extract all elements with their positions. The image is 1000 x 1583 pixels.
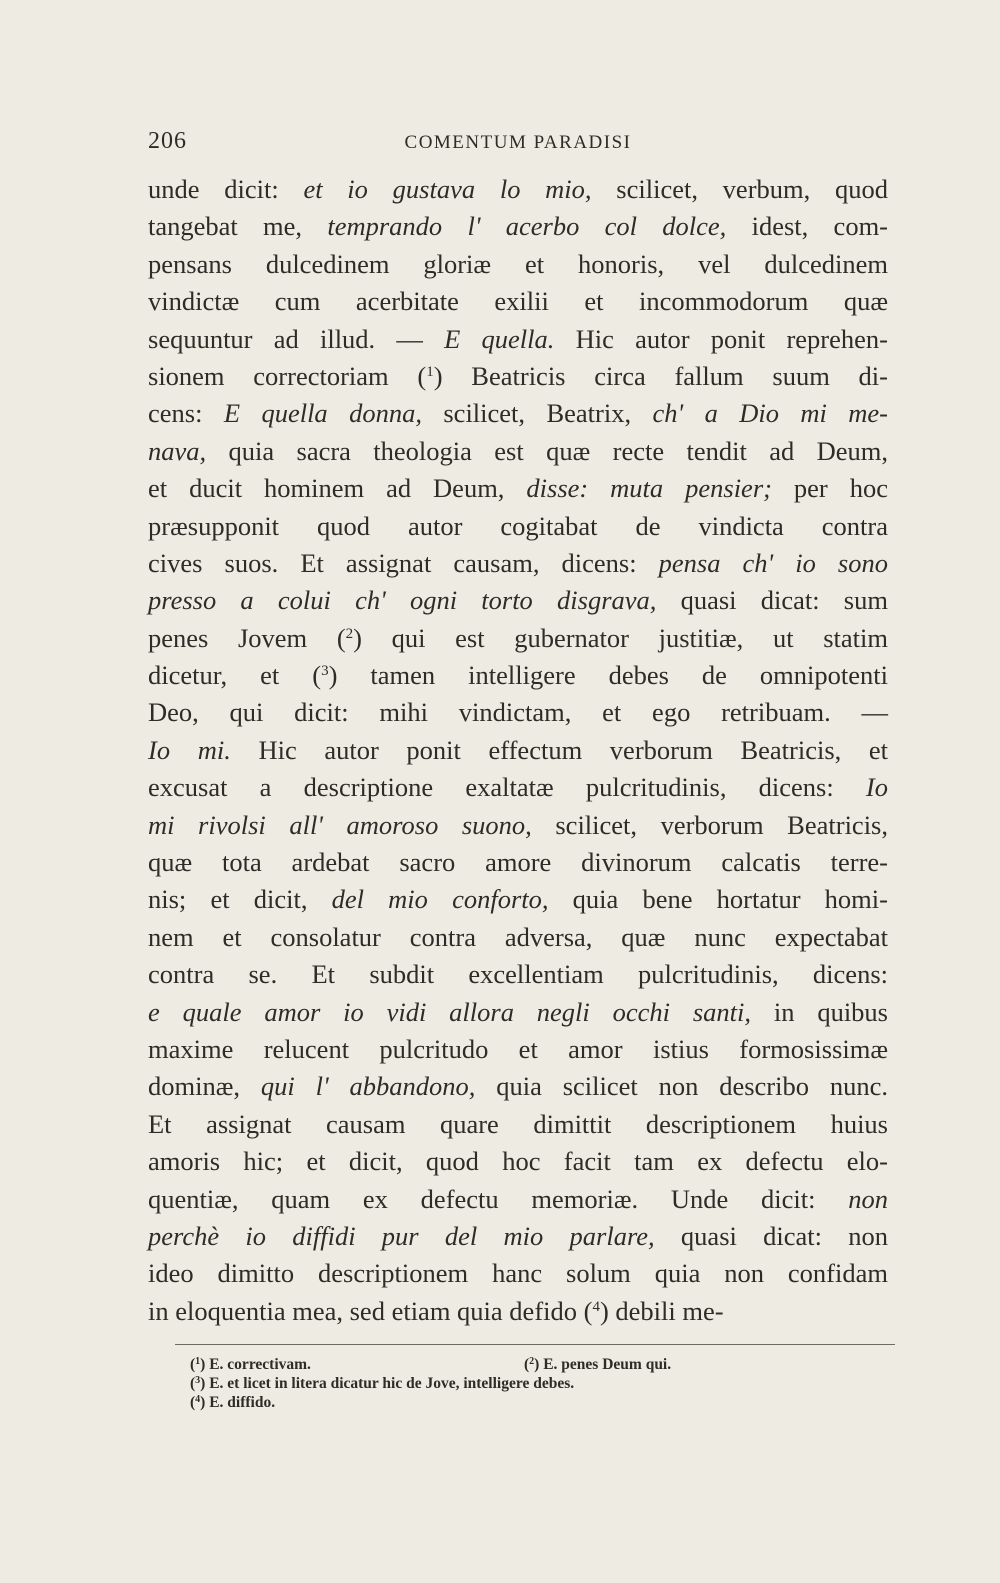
footnote-reference: 1 — [426, 363, 434, 380]
text-run: quasi dicat: non — [654, 1220, 888, 1251]
text-run: nis; et dicit, — [148, 884, 332, 915]
italic-quote: perchè io diffidi pur del mio parlare, — [148, 1220, 655, 1251]
text-run: per hoc — [771, 473, 888, 504]
text-line — [148, 1255, 888, 1292]
text-run: ) Beatricis circa fallum suum di- — [433, 360, 888, 391]
italic-quote: del mio conforto, — [331, 884, 549, 915]
footnote-text: E. diffido. — [205, 1394, 276, 1411]
footnote-2: ($^2$) E. penes Deum qui. — [524, 1356, 672, 1373]
footnote-3: ($^3$) E. et licet in litera dicatur hic de Jove, intelligere debes. — [190, 1375, 575, 1392]
text-run: in quibus — [751, 996, 888, 1027]
text-run: ) qui est gubernator justitiæ, ut statim — [353, 622, 888, 653]
text-run: et ducit hominem ad Deum, — [148, 473, 527, 504]
text-line — [148, 321, 888, 358]
text-line — [148, 1181, 888, 1218]
text-run: scilicet, Beatrix, — [421, 398, 653, 429]
text-run: sionem correctoriam ( — [148, 360, 427, 391]
text-run: Hic autor ponit effectum verborum Beatricis, et — [230, 734, 889, 765]
text-run: tangebat me, — [148, 211, 328, 242]
text-run: dicetur, et ( — [148, 660, 322, 691]
italic-quote: et io gustava lo mio, — [303, 174, 592, 204]
text-run: idest, com- — [726, 211, 889, 242]
text-line — [148, 1143, 888, 1180]
footnote-1: ($^1$) E. correctivam. — [190, 1356, 311, 1373]
text-run: Hic autor ponit reprehen- — [554, 323, 888, 354]
text-run: pensans dulcedinem gloriæ et honoris, vel dulcedinem — [148, 248, 888, 279]
text-line — [148, 994, 888, 1031]
text-line — [148, 657, 888, 694]
italic-quote: ch' a Dio mi me- — [652, 398, 888, 429]
text-run: ) debili me- — [599, 1295, 724, 1326]
body-text — [148, 171, 888, 1330]
text-run: excusat a descriptione exaltatæ pulcritudinis, dicens: — [148, 772, 866, 803]
text-line — [148, 807, 888, 844]
footnote-mark: 4 — [195, 1394, 201, 1405]
italic-quote: pensa ch' io sono — [658, 547, 888, 578]
footnote-4: ($^4$) E. diffido. — [190, 1394, 276, 1411]
text-line — [148, 1293, 888, 1330]
running-title: COMENTUM PARADISI — [404, 132, 632, 153]
italic-quote: Io — [865, 772, 888, 803]
italic-quote: disse: muta pensier; — [526, 473, 772, 504]
text-line — [148, 171, 888, 208]
text-line — [148, 508, 888, 545]
text-line — [148, 246, 888, 283]
text-run: quia bene hortatur homi- — [548, 884, 888, 915]
text-run: sequuntur ad illud. — — [148, 323, 445, 354]
text-line — [148, 208, 888, 245]
text-line — [148, 956, 888, 993]
text-run: amoris hic; et dicit, quod hoc facit tam ex defectu elo- — [148, 1146, 888, 1177]
text-line — [148, 844, 888, 881]
text-run: maxime relucent pulcritudo et amor istius formosissimæ — [148, 1033, 888, 1064]
text-run: unde dicit: — [148, 174, 304, 204]
italic-quote: non — [848, 1183, 888, 1214]
text-line — [148, 732, 888, 769]
text-run: cives suos. Et assignat causam, dicens: — [148, 547, 659, 578]
text-line — [148, 433, 888, 470]
text-run: scilicet, verbum, quod — [591, 174, 888, 204]
text-line — [148, 545, 888, 582]
footnote-text: E. correctivam. — [205, 1356, 311, 1373]
text-run: Deo, qui dicit: mihi vindictam, et ego retribuam. — — [148, 697, 888, 728]
text-run: Et assignat causam quare dimittit descriptionem huius — [148, 1108, 888, 1139]
text-run: vindictæ cum acerbitate exilii et incommodorum quæ — [148, 286, 888, 317]
text-line — [148, 769, 888, 806]
footnote-mark: 1 — [195, 1356, 201, 1367]
text-line — [148, 1068, 888, 1105]
text-line — [148, 694, 888, 731]
text-run: quia scilicet non describo nunc. — [475, 1071, 888, 1102]
text-line — [148, 881, 888, 918]
text-line — [148, 470, 888, 507]
text-run: scilicet, verborum Beatricis, — [531, 809, 888, 840]
footnote-reference: 3 — [321, 663, 329, 680]
text-line — [148, 1106, 888, 1143]
italic-quote: qui l' abbandono, — [260, 1071, 476, 1102]
footnote-reference: 4 — [592, 1298, 600, 1315]
footnote-text: E. et licet in litera dicatur hic de Jove, intelligere debes. — [205, 1375, 575, 1392]
text-run: nem et consolatur contra adversa, quæ nunc expectabat — [148, 921, 888, 952]
italic-quote: nava, — [148, 435, 207, 466]
italic-quote: e quale amor io vidi allora negli occhi santi, — [148, 996, 752, 1027]
text-line — [148, 1218, 888, 1255]
italic-quote: E quella. — [444, 323, 555, 354]
footnote-rule — [175, 1344, 895, 1345]
footnote-row — [190, 1355, 790, 1374]
footnote-reference: 2 — [345, 625, 354, 642]
footnotes — [190, 1355, 790, 1412]
text-line — [148, 919, 888, 956]
text-run: quasi dicat: sum — [656, 585, 888, 616]
footnote-mark: 2 — [529, 1356, 535, 1367]
italic-quote: presso a colui ch' ogni torto disgrava, — [148, 585, 657, 616]
footnote-mark: 3 — [195, 1375, 201, 1386]
text-run: dominæ, — [148, 1071, 261, 1102]
page-header — [148, 128, 888, 162]
italic-quote: temprando l' acerbo col dolce, — [327, 211, 727, 242]
text-line — [148, 620, 888, 657]
text-line — [148, 582, 888, 619]
text-line — [148, 358, 888, 395]
text-run: in eloquentia mea, sed etiam quia defido ( — [148, 1295, 593, 1326]
text-run: cens: — [148, 398, 224, 429]
text-run: præsupponit quod autor cogitabat de vindicta contra — [148, 510, 888, 541]
text-run: quentiæ, quam ex defectu memoriæ. Unde dicit: — [148, 1183, 849, 1214]
italic-quote: E quella donna, — [223, 398, 422, 429]
text-line — [148, 283, 888, 320]
footnote-text: E. penes Deum qui. — [539, 1356, 672, 1373]
italic-quote: Io mi. — [148, 734, 231, 765]
text-run: penes Jovem ( — [148, 622, 346, 653]
text-run: ) tamen intelligere debes de omnipotenti — [328, 660, 889, 691]
page-number: 206 — [148, 128, 187, 154]
text-run: quæ tota ardebat sacro amore divinorum calcatis terre- — [148, 847, 888, 878]
text-run: contra se. Et subdit excellentiam pulcritudinis, dicens: — [148, 959, 888, 990]
text-line — [148, 395, 888, 432]
text-run: ideo dimitto descriptionem hanc solum quia non confidam — [148, 1258, 888, 1289]
italic-quote: mi rivolsi all' amoroso suono, — [148, 809, 532, 840]
text-line — [148, 1031, 888, 1068]
text-run: quia sacra theologia est quæ recte tendit ad Deum, — [206, 435, 888, 466]
